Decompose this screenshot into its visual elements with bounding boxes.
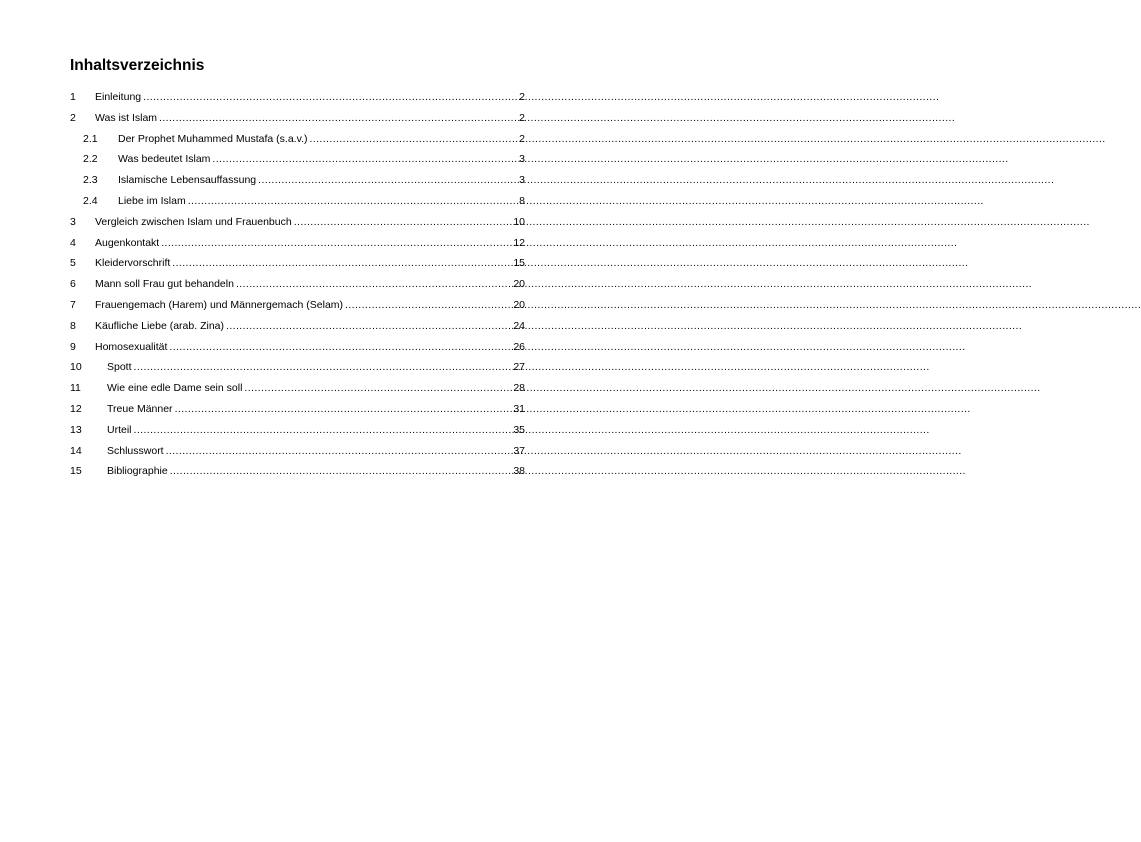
toc-entry-page: 37: [513, 444, 525, 457]
toc-entry-label: Vergleich zwischen Islam und Frauenbuch: [95, 215, 292, 228]
toc-entry-page: 24: [513, 319, 525, 332]
toc-entry-label: Schlusswort: [107, 444, 164, 457]
toc-entry-page: 2: [519, 132, 525, 145]
toc-entry-number: 4: [70, 236, 76, 249]
toc-entry-number: 15: [70, 465, 82, 478]
toc-entry-number: 2.1: [83, 132, 98, 145]
toc-entry[interactable]: [70, 359, 525, 380]
toc-entry-label: Homosexualität: [95, 340, 168, 353]
toc-entry[interactable]: [70, 318, 525, 339]
toc-dot-leader: [258, 172, 517, 188]
toc-entry-number: 2.3: [83, 174, 98, 187]
toc-entry-label: Einleitung: [95, 91, 142, 103]
toc-dot-leader: [294, 214, 512, 230]
toc-dot-leader: [143, 89, 517, 105]
toc-entry[interactable]: [70, 193, 525, 214]
toc-dot-leader: [170, 463, 512, 479]
toc-entry-page: 12: [513, 236, 525, 249]
toc-entry-number: 7: [70, 298, 76, 311]
toc-entry-number: 8: [70, 319, 76, 332]
toc-dot-leader: [175, 401, 512, 417]
toc-entry[interactable]: [70, 463, 525, 484]
toc-entry-page: 35: [513, 423, 525, 436]
toc-entry-label: Kleidervorschrift: [95, 257, 171, 270]
toc-entry-page: 38: [513, 465, 525, 478]
toc-entry-number: 2.4: [83, 194, 98, 207]
toc-entry-page: 31: [513, 402, 525, 415]
toc-entry-label: Liebe im Islam: [118, 194, 186, 207]
toc-entry-label: Treue Männer: [107, 402, 173, 415]
toc-dot-leader: [244, 380, 511, 396]
toc-entry-label: Spott: [107, 361, 132, 374]
toc-entry-label: Augenkontakt: [95, 236, 160, 249]
toc-entry-label: Der Prophet Muhammed Mustafa (s.a.v.): [118, 132, 308, 145]
toc-entry-label: Käufliche Liebe (arab. Zina): [95, 319, 224, 332]
toc-dot-leader: [134, 359, 512, 375]
toc-entry-page: 8: [519, 194, 525, 207]
toc-entry-number: 13: [70, 423, 82, 436]
toc-entry[interactable]: [70, 172, 525, 193]
toc-entry[interactable]: [70, 380, 525, 401]
toc-entry-number: 6: [70, 278, 76, 291]
toc-entry-page: 15: [513, 257, 525, 270]
toc-entry-number: 2: [70, 111, 76, 124]
toc-entry[interactable]: [70, 89, 525, 110]
toc-entry[interactable]: [70, 297, 525, 318]
toc-entry-number: 10: [70, 361, 82, 374]
toc-entry-page: 28: [513, 382, 525, 395]
toc-entry[interactable]: [70, 235, 525, 256]
toc-dot-leader: [236, 276, 511, 292]
table-of-contents: [70, 89, 525, 484]
toc-entry[interactable]: [70, 131, 525, 152]
toc-entry-page: 2: [519, 91, 525, 103]
toc-entry[interactable]: [70, 339, 525, 360]
toc-entry-number: 14: [70, 444, 82, 457]
toc-entry-page: 2: [519, 111, 525, 124]
toc-entry-label: Bibliographie: [107, 465, 168, 478]
toc-dot-leader: [226, 318, 511, 334]
toc-entry[interactable]: [70, 214, 525, 235]
toc-dot-leader: [169, 339, 511, 355]
toc-dot-leader: [166, 443, 512, 459]
toc-entry-page: 27: [513, 361, 525, 374]
toc-entry-number: 9: [70, 340, 76, 353]
toc-entry-page: 3: [519, 174, 525, 187]
toc-dot-leader: [159, 110, 517, 126]
toc-dot-leader: [212, 151, 517, 167]
toc-entry-number: 5: [70, 257, 76, 270]
toc-dot-leader: [134, 422, 512, 438]
toc-entry-page: 20: [513, 278, 525, 291]
toc-entry-number: 11: [70, 382, 81, 395]
toc-entry-number: 3: [70, 215, 76, 228]
toc-entry-number: 2.2: [83, 153, 98, 166]
toc-entry-label: Mann soll Frau gut behandeln: [95, 278, 234, 291]
toc-entry-label: Urteil: [107, 423, 132, 436]
toc-entry-page: 20: [513, 298, 525, 311]
toc-entry-label: Was bedeutet Islam: [118, 153, 211, 166]
toc-dot-leader: [309, 131, 517, 147]
toc-dot-leader: [188, 193, 517, 209]
toc-entry-page: 3: [519, 153, 525, 166]
toc-dot-leader: [161, 235, 511, 251]
toc-entry-page: 10: [513, 215, 525, 228]
toc-entry-label: Was ist Islam: [95, 111, 158, 124]
toc-entry[interactable]: [70, 401, 525, 422]
toc-entry[interactable]: [70, 443, 525, 464]
toc-entry[interactable]: [70, 255, 525, 276]
toc-dot-leader: [345, 297, 511, 313]
toc-entry[interactable]: [70, 276, 525, 297]
toc-entry[interactable]: [70, 422, 525, 443]
toc-entry-number: 12: [70, 402, 82, 415]
toc-entry-label: Islamische Lebensauffassung: [118, 174, 257, 187]
toc-entry[interactable]: [70, 110, 525, 131]
toc-entry-label: Wie eine edle Dame sein soll: [107, 382, 243, 395]
toc-entry-page: 26: [513, 340, 525, 353]
toc-entry-label: Frauengemach (Harem) und Männergemach (Selam): [95, 298, 344, 311]
toc-dot-leader: [172, 255, 511, 271]
page-title: Inhaltsverzeichnis: [70, 57, 205, 74]
toc-entry[interactable]: [70, 151, 525, 172]
toc-entry-number: 1: [70, 91, 76, 103]
